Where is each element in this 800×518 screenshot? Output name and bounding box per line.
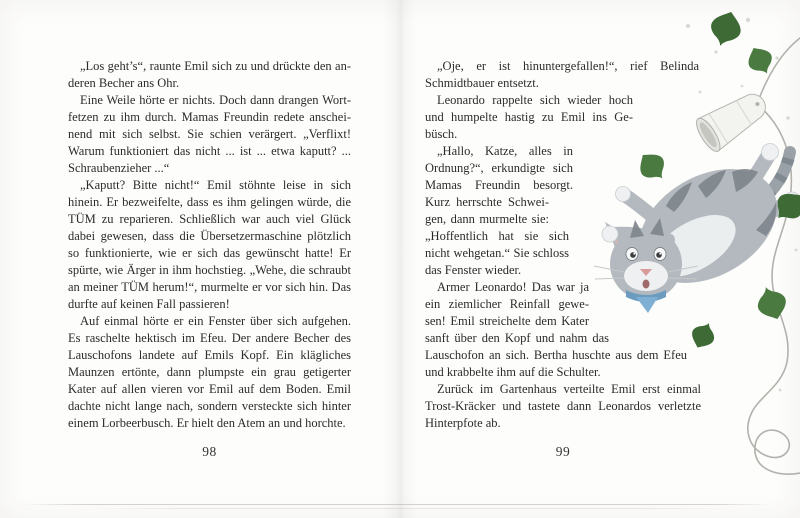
paragraph: Leonardo rappelte sich wieder hoch und humpelte hastig zu Emil ins Gebüsch.	[425, 93, 633, 141]
paragraph: „Hallo, Katze, alles in Ordnung?“, erkundigte sich Mamas Freundin besorgt. Kurz herrschte Schweigen, dann murmelte sie: „Hoffentlich hat sie sich nicht wehgetan.“ Sie schloss das Fenster wieder.	[425, 144, 573, 277]
tin-can-cup	[692, 84, 773, 154]
phone-string	[748, 38, 800, 474]
text-wrap-spacer	[633, 92, 701, 143]
right-page-text	[425, 58, 701, 432]
paragraph: „Kaputt? Bitte nicht!“ Emil stöhnte leise in sich hinein. Er bezweifelte, dass es ihm gelingen würde, die TÜM zu reparieren. Schließlich war auch viel Glück dabei gewesen, dass die Übersetzermaschine plötzlich so funktionierte, wie er sich das gewünscht hatte! Er spürte, wie Ärger in ihm hochstieg. „Wehe, die schraubt an meiner TÜM herum!“, murmelte er vor sich hin. Das durfte auf keinen Fall passieren!	[68, 178, 351, 311]
paragraph: Eine Weile hörte er nichts. Doch dann drangen Wortfetzen zu ihm durch. Mamas Freundin redete anscheinend mit sich selbst. Sie schien verärgert. „Verflixt! Warum funktioniert das nicht ... ist ... etwa kaputt? ... Schraubenzieher ...“	[68, 93, 351, 175]
paragraph: „Oje, er ist hinuntergefallen!“, rief Belinda Schmidtbauer entsetzt.	[425, 59, 699, 90]
page-number-left: 98	[202, 444, 217, 459]
page-edge-line	[24, 504, 772, 505]
text-wrap-spacer	[699, 58, 701, 92]
ivy-leaves-dark	[687, 7, 800, 352]
text-wrap-spacer	[589, 279, 701, 330]
left-page-text	[68, 58, 351, 432]
page-number-right: 99	[555, 444, 571, 459]
paragraph: Auf einmal hörte er ein Fenster über sich aufgehen. Es raschelte hektisch im Efeu. Der andere Becher des Lauschofons landete auf Emils Kopf. Ein klägliches Maunzen ertönte, dann plumpste ein grau getigerter Kater auf allen vieren vor Emil auf dem Boden. Emil dachte nicht lange nach, sondern versteckte sich hinter einem Lorbeerbusch. Er hielt den Atem an und horchte.	[68, 314, 351, 430]
paragraph: Zurück im Gartenhaus verteilte Emil erst einmal Trost-Kräcker und tastete dann Leonardos verletzte Hinterpfote ab.	[425, 382, 701, 430]
paragraph: Armer Leonardo! Das war ja ein ziemlicher Reinfall gewesen! Emil streichelte dem Kater sanft über den Kopf und nahm das Lauschofon an sich. Bertha huschte aus dem Efeu und krabbelte ihm auf die Schulter.	[425, 280, 687, 379]
text-wrap-spacer	[569, 228, 701, 279]
text-wrap-spacer	[687, 347, 701, 364]
text-wrap-spacer	[549, 194, 701, 228]
page-right	[400, 0, 800, 518]
text-wrap-spacer	[609, 330, 701, 347]
page-edge-line	[90, 508, 730, 509]
sparkle-dots	[686, 18, 798, 392]
text-wrap-spacer	[573, 143, 701, 194]
paragraph: „Los geht’s“, raunte Emil sich zu und drückte den anderen Becher ans Ohr.	[68, 59, 351, 90]
